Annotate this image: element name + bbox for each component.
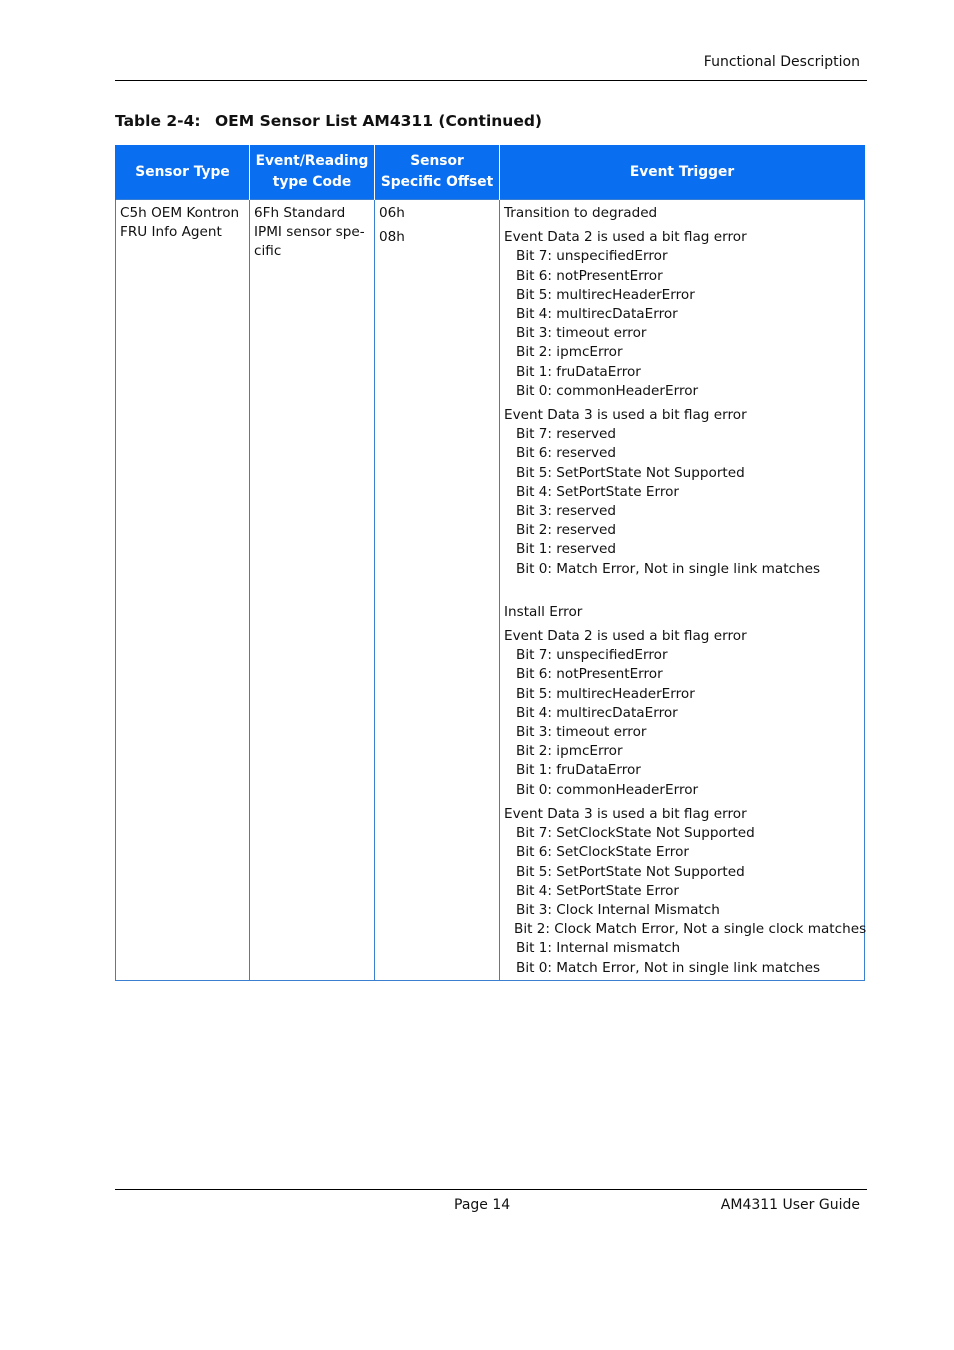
- trigger-bit: Bit 2: reserved: [516, 522, 617, 539]
- header-rule: [115, 80, 867, 81]
- trigger-bit: Bit 3: Clock Internal Mismatch: [516, 901, 720, 918]
- cell-offset: [375, 200, 500, 981]
- trigger-bit: Bit 0: Match Error, Not in single link matches: [516, 959, 821, 976]
- trigger-section-title: Install Error: [504, 603, 583, 620]
- footer-rule: [115, 1189, 867, 1190]
- trigger-bit: Bit 0: commonHeaderError: [516, 781, 699, 798]
- trigger-bit: Bit 7: unspecifiedError: [516, 647, 668, 664]
- trigger-bit: Bit 1: reserved: [516, 541, 617, 558]
- caption-title: OEM Sensor List AM4311 (Continued): [215, 112, 543, 130]
- trigger-bit: Bit 6: notPresentError: [516, 267, 663, 284]
- trigger-bit: Bit 6: SetClockState Error: [516, 844, 689, 861]
- running-header: Functional Description: [703, 54, 860, 70]
- trigger-bit: Bit 0: Match Error, Not in single link matches: [516, 560, 821, 577]
- table-header-row: [116, 145, 865, 200]
- oem-sensor-table: [115, 145, 865, 981]
- cell-sensor-type: C5h OEM Kontron FRU Info Agent: [116, 200, 250, 981]
- trigger-group-title: Event Data 3 is used a bit flag error: [504, 805, 747, 822]
- trigger-bit: Bit 3: timeout error: [516, 325, 647, 342]
- trigger-bit: Bit 1: fruDataError: [516, 363, 641, 380]
- trigger-bit: Bit 4: SetPortState Error: [516, 483, 680, 500]
- col-header-event-code: Event/Reading type Code: [250, 145, 375, 200]
- col-header-event-trigger: Event Trigger: [500, 145, 865, 200]
- trigger-bit: Bit 5: SetPortState Not Supported: [516, 464, 745, 481]
- table-caption: [115, 112, 542, 130]
- section-spacer: [504, 579, 860, 603]
- offset-value: 06h: [379, 205, 405, 221]
- caption-label: Table 2-4:: [115, 112, 201, 130]
- trigger-bit: Bit 2: Clock Match Error, Not a single clock matches: [514, 921, 867, 938]
- document-title: AM4311 User Guide: [720, 1197, 860, 1213]
- page-number: Page 14: [454, 1197, 511, 1213]
- col-header-offset: Sensor Specific Offset: [375, 145, 500, 200]
- trigger-bit: Bit 0: commonHeaderError: [516, 382, 699, 399]
- trigger-bit: Bit 4: multirecDataError: [516, 306, 678, 323]
- trigger-bit: Bit 5: SetPortState Not Supported: [516, 863, 745, 880]
- trigger-section: [504, 204, 860, 579]
- trigger-section-title: Transition to degraded: [504, 205, 658, 221]
- trigger-bit: Bit 2: ipmcError: [516, 344, 623, 361]
- trigger-group-title: Event Data 3 is used a bit flag error: [504, 407, 747, 424]
- cell-event-code: 6Fh Standard IPMI sensor spe-cific: [250, 200, 375, 981]
- trigger-bit: Bit 5: multirecHeaderError: [516, 685, 695, 702]
- trigger-bit: Bit 4: multirecDataError: [516, 704, 678, 721]
- trigger-bit: Bit 7: reserved: [516, 426, 617, 443]
- trigger-section: [504, 603, 867, 978]
- trigger-bit: Bit 2: ipmcError: [516, 743, 623, 760]
- trigger-bit: Bit 4: SetPortState Error: [516, 882, 680, 899]
- trigger-group-title: Event Data 2 is used a bit flag error: [504, 229, 747, 246]
- cell-event-trigger: [500, 200, 865, 981]
- trigger-bit: Bit 7: unspecifiedError: [516, 248, 668, 265]
- col-header-sensor-type: Sensor Type: [116, 145, 250, 200]
- trigger-bit: Bit 3: reserved: [516, 503, 617, 520]
- trigger-bit: Bit 7: SetClockState Not Supported: [516, 825, 755, 842]
- trigger-bit: Bit 3: timeout error: [516, 724, 647, 741]
- table-row: [116, 200, 865, 981]
- trigger-bit: Bit 6: reserved: [516, 445, 617, 462]
- trigger-bit: Bit 1: Internal mismatch: [516, 940, 681, 957]
- trigger-group-title: Event Data 2 is used a bit flag error: [504, 628, 747, 645]
- offset-value: 08h: [379, 229, 405, 246]
- trigger-bit: Bit 6: notPresentError: [516, 666, 663, 683]
- trigger-bit: Bit 1: fruDataError: [516, 762, 641, 779]
- trigger-bit: Bit 5: multirecHeaderError: [516, 286, 695, 303]
